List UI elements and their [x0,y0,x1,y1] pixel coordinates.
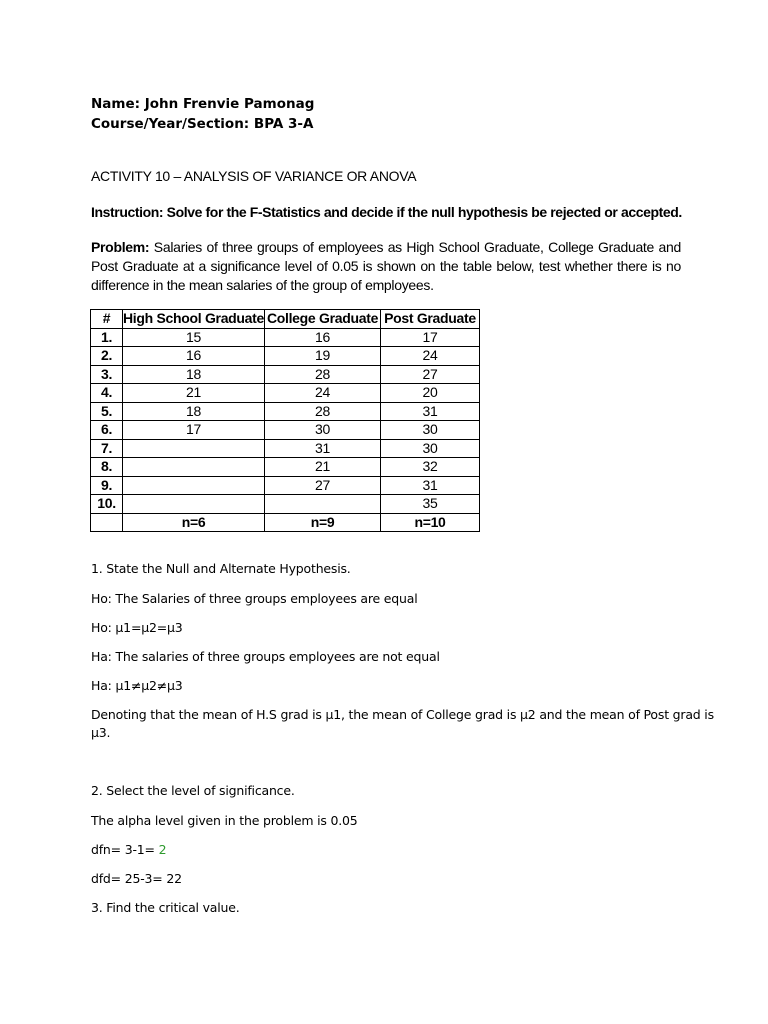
table-header-row [91,310,480,329]
table-row [91,347,480,366]
instruction: Instruction: Solve for the F-Statistics and decide if the null hypothesis be rejected or accepted. [91,204,682,220]
cell-post-graduate: 30 [381,421,480,440]
denoting-line-2: µ3. [91,725,111,740]
table-row [91,365,480,384]
cell-college: 31 [265,439,381,458]
table-row [91,421,480,440]
cell-high-school: 18 [123,402,265,421]
dfn-prefix: dfn= 3-1= [91,842,159,857]
step-2-heading: 2. Select the level of significance. [91,783,295,798]
cell-post-graduate: 31 [381,476,480,495]
step-3-heading: 3. Find the critical value. [91,900,240,915]
dfn-value: 2 [158,842,167,857]
null-hypothesis-formula: Ho: µ1=µ2=µ3 [91,620,183,635]
cell-post-graduate: 32 [381,458,480,477]
cell-high-school [123,439,265,458]
cell-high-school: 17 [123,421,265,440]
problem-label: Problem: [91,239,150,255]
alt-hypothesis-text: Ha: The salaries of three groups employees are not equal [91,649,440,664]
row-number: 5. [91,402,123,421]
alt-hypothesis-formula: Ha: µ1≠µ2≠µ3 [91,678,183,693]
cell-post-graduate: 20 [381,384,480,403]
cell-post-graduate: 30 [381,439,480,458]
cell-college: 28 [265,365,381,384]
cell-college: 28 [265,402,381,421]
header-number: # [91,310,123,329]
cell-high-school [123,476,265,495]
footer-n-college: n=9 [265,513,381,532]
header-post-graduate: Post Graduate [381,310,480,329]
row-number: 4. [91,384,123,403]
row-number: 7. [91,439,123,458]
cell-high-school [123,495,265,514]
denoting-line-1: Denoting that the mean of H.S grad is µ1, the mean of College grad is µ2 and the mean of Post grad is [91,707,714,722]
cell-high-school: 15 [123,328,265,347]
table-row [91,476,480,495]
header-high-school: High School Graduate [123,310,265,327]
course-section: Course/Year/Section: BPA 3-A [91,116,314,132]
cell-college: 16 [265,328,381,347]
cell-post-graduate: 31 [381,402,480,421]
row-number: 10. [91,495,123,514]
salary-table [90,309,480,532]
cell-post-graduate: 24 [381,347,480,366]
cell-college: 27 [265,476,381,495]
cell-college: 30 [265,421,381,440]
cell-college [265,495,381,514]
cell-post-graduate: 27 [381,365,480,384]
table-row [91,495,480,514]
table-row [91,328,480,347]
null-hypothesis-text: Ho: The Salaries of three groups employees are equal [91,591,418,606]
activity-title: ACTIVITY 10 – ANALYSIS OF VARIANCE OR ANOVA [91,168,417,184]
cell-college: 24 [265,384,381,403]
row-number: 1. [91,328,123,347]
row-number: 9. [91,476,123,495]
row-number: 6. [91,421,123,440]
dfn-line [91,842,166,857]
problem-statement [91,238,681,295]
table-footer-row [91,513,480,532]
alpha-level: The alpha level given in the problem is 0.05 [91,813,358,828]
footer-n-high-school: n=6 [123,513,265,532]
row-number: 2. [91,347,123,366]
table-row [91,439,480,458]
footer-n-post-graduate: n=10 [381,513,480,532]
footer-blank [91,513,123,532]
cell-college: 19 [265,347,381,366]
cell-college: 21 [265,458,381,477]
problem-text: Salaries of three groups of employees as High School Graduate, College Graduate and Post Graduate at a significance level of 0.05 is shown on the table below, test whether there is no difference in the mean salaries of the group of employees. [91,239,681,293]
header-college: College Graduate [265,310,381,329]
table-row [91,402,480,421]
student-name: Name: John Frenvie Pamonag [91,96,315,112]
cell-post-graduate: 35 [381,495,480,514]
cell-high-school: 21 [123,384,265,403]
cell-high-school: 16 [123,347,265,366]
table-row [91,384,480,403]
row-number: 3. [91,365,123,384]
cell-post-graduate: 17 [381,328,480,347]
dfd-line: dfd= 25-3= 22 [91,871,182,886]
table-row [91,458,480,477]
step-1-heading: 1. State the Null and Alternate Hypothesis. [91,561,351,576]
cell-high-school: 18 [123,365,265,384]
row-number: 8. [91,458,123,477]
cell-high-school [123,458,265,477]
